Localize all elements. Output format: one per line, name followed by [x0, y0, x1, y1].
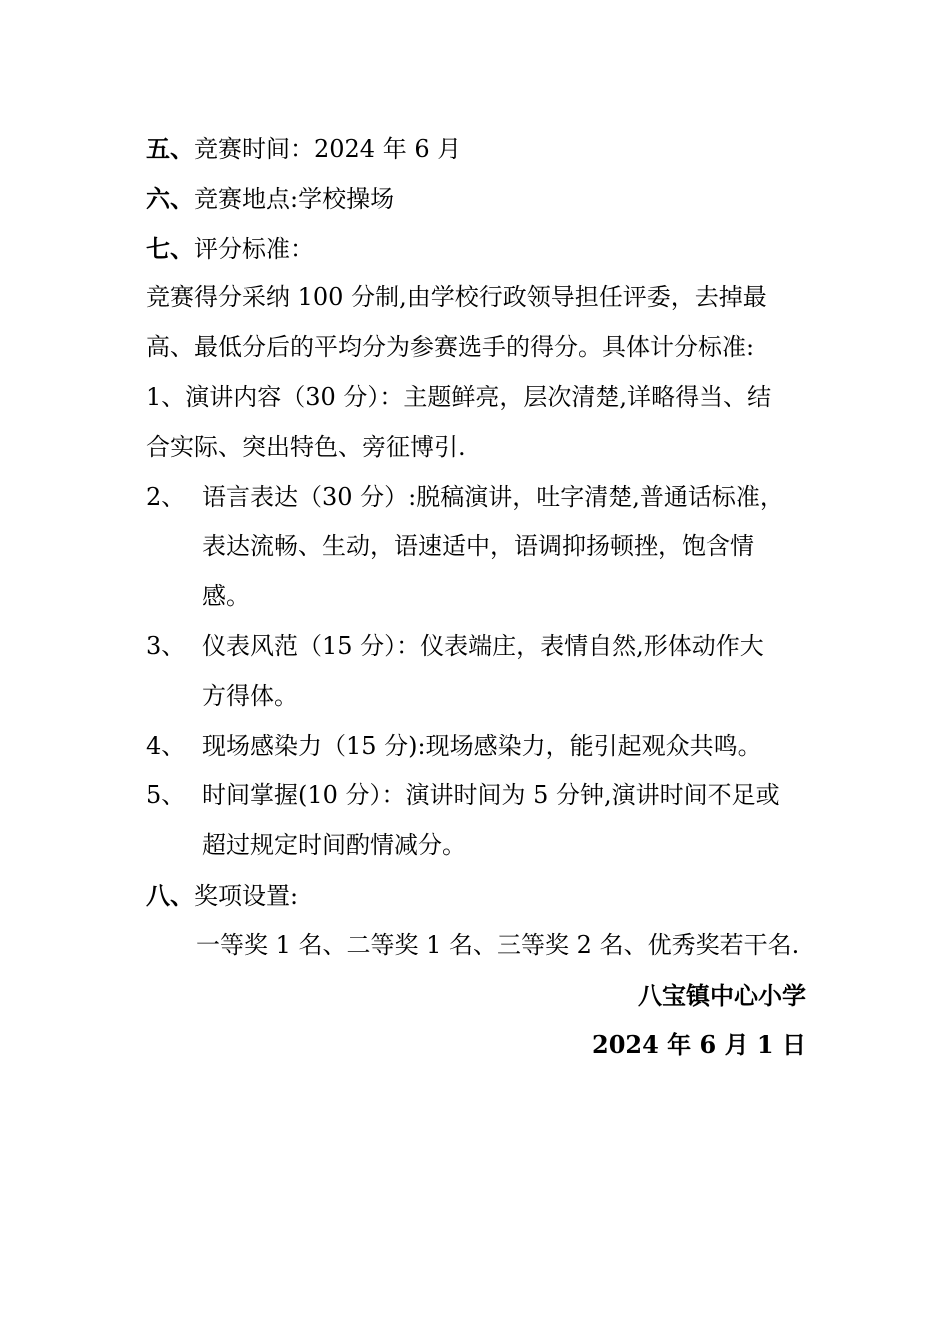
item-number: 3、	[146, 631, 186, 660]
item-number: 2、	[146, 482, 186, 511]
item-number: 4、	[146, 731, 186, 760]
section-text: 竞赛地点:学校操场	[194, 184, 395, 213]
scoring-intro-line: 竞赛得分采纳 100 分制,由学校行政领导担任评委，去掉最	[146, 283, 767, 312]
awards-list: 一等奖 1 名、二等奖 1 名、三等奖 2 名、优秀奖若干名.	[196, 930, 800, 959]
criteria-item-5	[146, 771, 826, 821]
section-competition-time	[146, 124, 826, 174]
section-number: 八、	[146, 880, 194, 910]
section-text: 奖项设置:	[194, 881, 299, 910]
criteria-item-2-continuation: 表达流畅、生动，语速适中，语调抑扬顿挫，饱含情	[202, 532, 754, 561]
section-number: 六、	[146, 183, 194, 213]
section-text: 竞赛时间：2024 年 6 月	[194, 135, 462, 163]
criteria-item-4	[146, 722, 826, 772]
criteria-item-2-continuation: 感。	[202, 582, 250, 611]
criteria-item-2	[146, 473, 826, 523]
section-competition-location	[146, 174, 826, 224]
signature-date: 2024 年 6 月 1 日	[592, 1030, 806, 1060]
criteria-item-3	[146, 622, 826, 672]
criteria-item-5-continuation: 超过规定时间酌情减分。	[202, 831, 466, 860]
document-page	[146, 124, 826, 1070]
section-number: 七、	[146, 233, 194, 263]
criteria-item-1-line: 合实际、突出特色、旁征博引.	[146, 432, 466, 461]
section-number: 五、	[146, 134, 194, 163]
item-text: 时间掌握(10 分）：演讲时间为 5 分钟,演讲时间不足或	[202, 781, 780, 810]
item-text: 语言表达（30 分）:脱稿演讲，吐字清楚,普通话标准，	[202, 482, 784, 511]
criteria-item-1-line: 1、演讲内容（30 分）：主题鲜亮，层次清楚,详略得当、结	[146, 382, 772, 411]
criteria-item-3-continuation: 方得体。	[202, 681, 298, 710]
signature-organization: 八宝镇中心小学	[638, 980, 806, 1010]
item-number: 5、	[146, 781, 186, 810]
section-awards	[146, 871, 826, 921]
section-scoring-criteria	[146, 224, 826, 274]
section-text: 评分标准：	[194, 234, 314, 263]
scoring-intro-line: 高、最低分后的平均分为参赛选手的得分。具体计分标准:	[146, 333, 755, 362]
item-text: 现场感染力（15 分):现场感染力，能引起观众共鸣。	[202, 731, 762, 760]
item-text: 仪表风范（15 分）：仪表端庄，表情自然,形体动作大	[202, 631, 764, 660]
